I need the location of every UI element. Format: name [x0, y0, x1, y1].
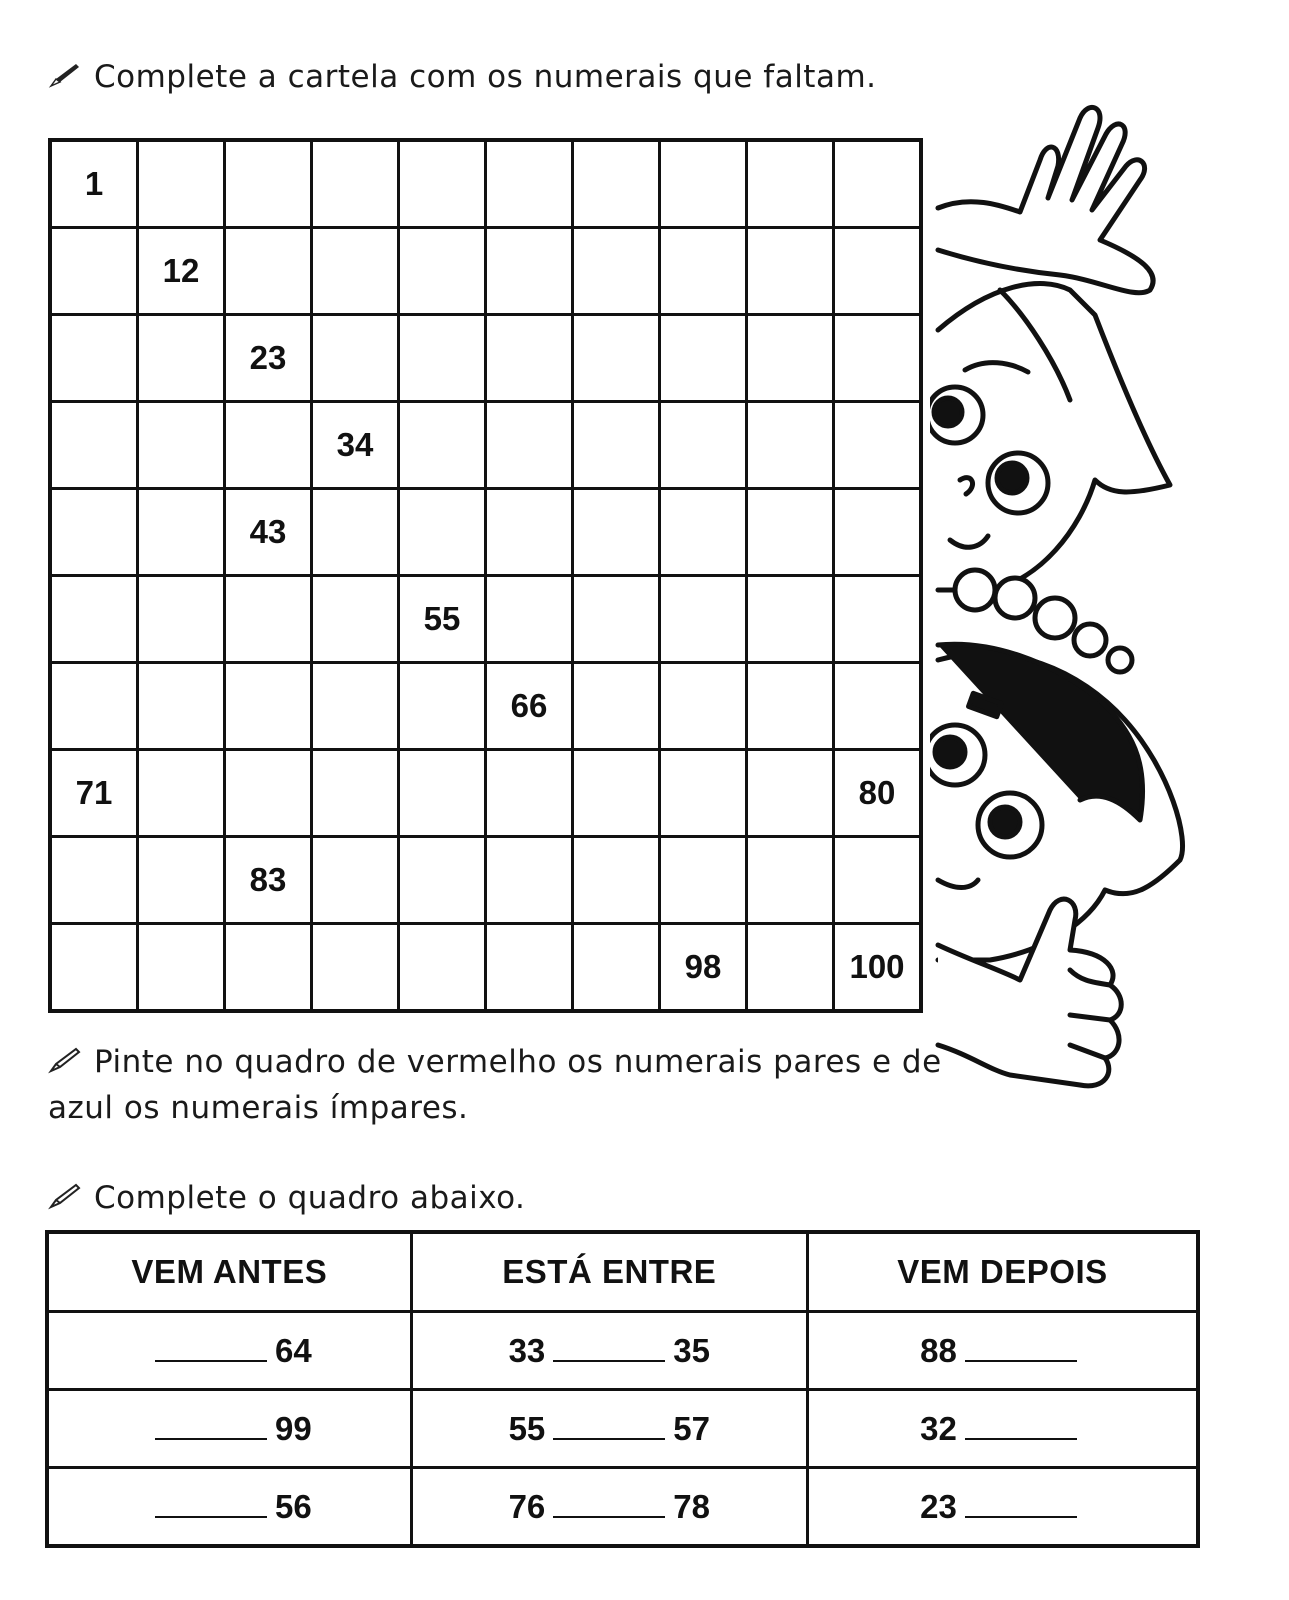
grid-cell[interactable]	[834, 576, 922, 663]
between-left-number: 33	[508, 1331, 546, 1369]
answer-blank[interactable]	[965, 1412, 1077, 1440]
grid-cell[interactable]	[138, 576, 225, 663]
grid-cell[interactable]	[747, 140, 834, 228]
grid-cell[interactable]	[486, 750, 573, 837]
grid-cell: 98	[660, 924, 747, 1012]
table-row	[47, 1468, 1198, 1547]
grid-cell[interactable]	[573, 489, 660, 576]
grid-cell[interactable]	[660, 663, 747, 750]
between-cell	[411, 1390, 807, 1468]
grid-cell[interactable]	[747, 315, 834, 402]
grid-cell: 12	[138, 228, 225, 315]
grid-row	[50, 576, 921, 663]
grid-row	[50, 489, 921, 576]
grid-cell: 55	[399, 576, 486, 663]
grid-cell[interactable]	[312, 750, 399, 837]
grid-cell[interactable]	[747, 663, 834, 750]
between-left-number: 55	[508, 1409, 546, 1447]
after-number: 32	[920, 1409, 957, 1447]
before-cell	[47, 1312, 411, 1390]
grid-cell[interactable]	[225, 750, 312, 837]
grid-cell[interactable]	[660, 402, 747, 489]
grid-cell[interactable]	[747, 750, 834, 837]
grid-cell[interactable]	[660, 315, 747, 402]
grid-cell[interactable]	[225, 140, 312, 228]
grid-cell[interactable]	[573, 402, 660, 489]
grid-cell[interactable]	[399, 924, 486, 1012]
grid-cell[interactable]	[50, 402, 138, 489]
between-cell	[411, 1312, 807, 1390]
answer-blank[interactable]	[155, 1412, 267, 1440]
answer-blank[interactable]	[965, 1334, 1077, 1362]
answer-blank[interactable]	[155, 1334, 267, 1362]
grid-cell[interactable]	[50, 837, 138, 924]
grid-cell[interactable]	[399, 402, 486, 489]
after-number: 23	[920, 1487, 957, 1525]
grid-cell[interactable]	[399, 140, 486, 228]
instruction-text: Pinte no quadro de vermelho os numerais pares e de azul os numerais ímpares.	[48, 1044, 942, 1126]
grid-cell[interactable]	[138, 402, 225, 489]
grid-cell[interactable]	[747, 924, 834, 1012]
grid-cell[interactable]	[834, 489, 922, 576]
grid-cell[interactable]	[225, 924, 312, 1012]
between-right-number: 78	[673, 1487, 710, 1525]
grid-cell[interactable]	[312, 228, 399, 315]
grid-row	[50, 402, 921, 489]
grid-cell[interactable]	[50, 924, 138, 1012]
grid-cell[interactable]	[486, 837, 573, 924]
grid-cell[interactable]	[834, 663, 922, 750]
grid-cell[interactable]	[747, 837, 834, 924]
grid-cell[interactable]	[138, 140, 225, 228]
answer-blank[interactable]	[553, 1334, 665, 1362]
table-row	[47, 1390, 1198, 1468]
grid-cell[interactable]	[573, 228, 660, 315]
grid-cell[interactable]	[399, 315, 486, 402]
grid-cell[interactable]	[834, 837, 922, 924]
grid-cell[interactable]	[225, 576, 312, 663]
grid-cell[interactable]	[50, 228, 138, 315]
grid-cell[interactable]	[660, 489, 747, 576]
grid-cell[interactable]	[312, 489, 399, 576]
grid-cell[interactable]	[312, 837, 399, 924]
grid-cell[interactable]	[747, 228, 834, 315]
children-peeking-illustration	[930, 100, 1200, 1090]
before-number: 99	[274, 1409, 312, 1447]
grid-cell[interactable]	[834, 140, 922, 228]
grid-cell: 100	[834, 924, 922, 1012]
after-cell	[807, 1468, 1198, 1547]
instruction-complete-card	[48, 55, 877, 101]
answer-blank[interactable]	[553, 1490, 665, 1518]
grid-cell[interactable]	[399, 837, 486, 924]
between-cell	[411, 1468, 807, 1547]
grid-cell[interactable]	[486, 489, 573, 576]
grid-cell: 43	[225, 489, 312, 576]
grid-cell[interactable]	[573, 837, 660, 924]
grid-cell[interactable]	[225, 228, 312, 315]
instruction-text: Complete o quadro abaixo.	[94, 1180, 526, 1216]
grid-row	[50, 750, 921, 837]
grid-cell[interactable]	[225, 402, 312, 489]
sequence-table	[45, 1230, 1200, 1548]
grid-cell[interactable]	[399, 489, 486, 576]
grid-cell[interactable]	[399, 750, 486, 837]
grid-cell[interactable]	[138, 924, 225, 1012]
grid-cell[interactable]	[138, 837, 225, 924]
grid-cell[interactable]	[834, 315, 922, 402]
grid-cell[interactable]	[660, 140, 747, 228]
grid-cell: 80	[834, 750, 922, 837]
grid-cell[interactable]	[50, 663, 138, 750]
between-left-number: 76	[508, 1487, 546, 1525]
grid-cell[interactable]	[138, 750, 225, 837]
grid-cell: 1	[50, 140, 138, 228]
grid-cell[interactable]	[486, 924, 573, 1012]
grid-cell[interactable]	[312, 315, 399, 402]
grid-cell[interactable]	[747, 489, 834, 576]
grid-row	[50, 924, 921, 1012]
grid-cell[interactable]	[660, 228, 747, 315]
grid-cell[interactable]	[225, 663, 312, 750]
grid-cell: 34	[312, 402, 399, 489]
grid-cell[interactable]	[747, 402, 834, 489]
grid-row	[50, 315, 921, 402]
grid-cell[interactable]	[312, 663, 399, 750]
grid-row	[50, 228, 921, 315]
grid-cell[interactable]	[486, 576, 573, 663]
grid-cell[interactable]	[50, 489, 138, 576]
grid-row	[50, 140, 921, 228]
grid-cell: 71	[50, 750, 138, 837]
grid-row	[50, 837, 921, 924]
grid-cell[interactable]	[486, 228, 573, 315]
grid-cell[interactable]	[573, 924, 660, 1012]
grid-cell[interactable]	[573, 315, 660, 402]
after-cell	[807, 1390, 1198, 1468]
grid-cell: 23	[225, 315, 312, 402]
sequence-table-header	[47, 1232, 1198, 1312]
grid-cell[interactable]	[660, 576, 747, 663]
grid-cell: 66	[486, 663, 573, 750]
grid-cell[interactable]	[573, 140, 660, 228]
grid-row	[50, 663, 921, 750]
grid-cell[interactable]	[50, 576, 138, 663]
answer-blank[interactable]	[553, 1412, 665, 1440]
header-vem-antes: VEM ANTES	[47, 1232, 411, 1312]
answer-blank[interactable]	[965, 1490, 1077, 1518]
pencil-icon	[48, 57, 82, 101]
before-number: 64	[274, 1331, 312, 1369]
before-number: 56	[274, 1487, 312, 1525]
before-cell	[47, 1468, 411, 1547]
pencil-icon	[48, 1178, 82, 1222]
instruction-complete-table	[48, 1176, 525, 1222]
grid-cell[interactable]	[486, 315, 573, 402]
grid-cell[interactable]	[660, 750, 747, 837]
grid-cell[interactable]	[573, 663, 660, 750]
after-cell	[807, 1312, 1198, 1390]
between-right-number: 35	[673, 1331, 710, 1369]
grid-cell[interactable]	[312, 924, 399, 1012]
header-esta-entre: ESTÁ ENTRE	[411, 1232, 807, 1312]
header-vem-depois: VEM DEPOIS	[807, 1232, 1198, 1312]
grid-cell[interactable]	[50, 315, 138, 402]
answer-blank[interactable]	[155, 1490, 267, 1518]
grid-cell[interactable]	[660, 837, 747, 924]
grid-cell[interactable]	[312, 140, 399, 228]
grid-cell: 83	[225, 837, 312, 924]
grid-cell[interactable]	[834, 228, 922, 315]
grid-cell[interactable]	[573, 750, 660, 837]
instruction-paint	[48, 1040, 988, 1130]
grid-cell[interactable]	[138, 489, 225, 576]
number-grid	[48, 138, 923, 1013]
grid-cell[interactable]	[486, 140, 573, 228]
grid-cell[interactable]	[834, 402, 922, 489]
instruction-text: Complete a cartela com os numerais que faltam.	[94, 59, 877, 95]
after-number: 88	[920, 1331, 957, 1369]
grid-cell[interactable]	[399, 228, 486, 315]
before-cell	[47, 1390, 411, 1468]
grid-cell[interactable]	[747, 576, 834, 663]
table-row	[47, 1312, 1198, 1390]
between-right-number: 57	[673, 1409, 710, 1447]
pencil-icon	[48, 1042, 82, 1086]
grid-cell[interactable]	[312, 576, 399, 663]
grid-cell[interactable]	[138, 315, 225, 402]
grid-cell[interactable]	[138, 663, 225, 750]
grid-cell[interactable]	[573, 576, 660, 663]
grid-cell[interactable]	[486, 402, 573, 489]
grid-cell[interactable]	[399, 663, 486, 750]
